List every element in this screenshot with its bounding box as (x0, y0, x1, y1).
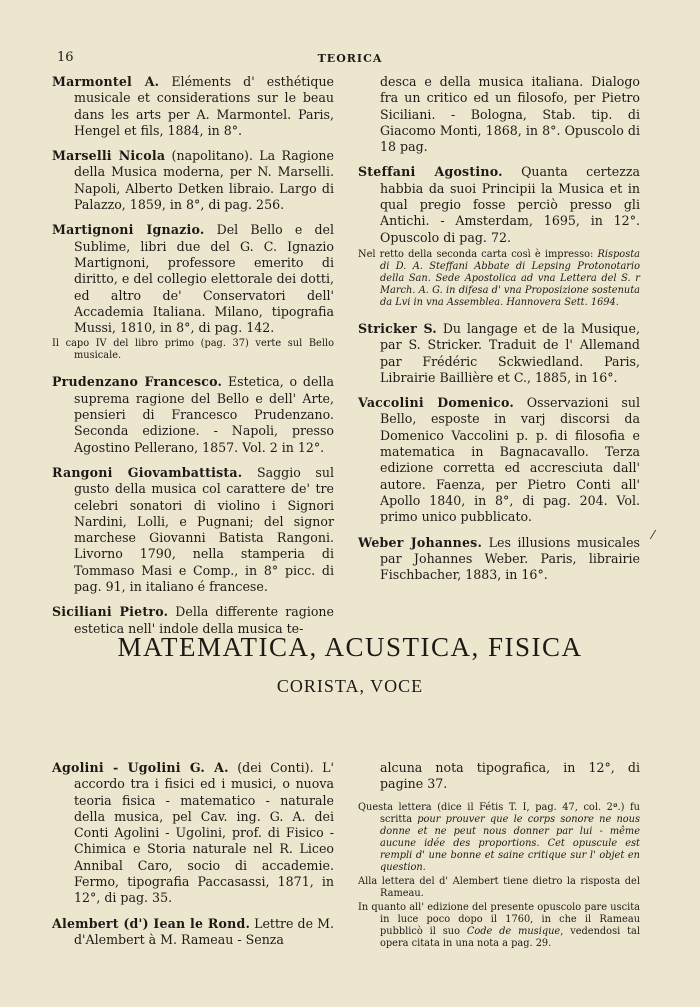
margin-pencil-mark: ⁄ (652, 528, 655, 542)
entry-text: Lettre de M. d'Alembert à M. Rameau - Senza (74, 915, 334, 947)
entry-author: Marselli Nicola (52, 148, 166, 164)
section-title: MATEMATICA, ACUSTICA, FISICA (117, 632, 583, 662)
bib-entry (358, 321, 640, 386)
entry-author: Martignoni Ignazio. (52, 222, 205, 238)
note-italic: pour prouver que le corps sonore ne nous donne et ne peut nous donner par lui - même aucune idée des proportions. Cet opuscule est rempli d' une bonne et saine critique sur l' objet en question. (380, 813, 640, 873)
entry-author: Prudenzano Francesco. (52, 374, 223, 390)
note-text: Questa lettera (dice il Fétis T. I, pag. 47, col. 2ª.) fu scritta (358, 801, 640, 825)
note-italic: Code de musique (466, 925, 561, 937)
entry-continuation: alcuna nota tipografica, in 12°, di pagine 37. (380, 760, 640, 792)
footnote (358, 902, 640, 950)
entry-author: Siciliani Pietro. (52, 604, 169, 620)
note-text: Alla lettera del d' Alembert tiene dietro la risposta del Rameau. (358, 875, 640, 899)
column-right-top (358, 74, 640, 592)
footnote (358, 802, 640, 874)
column-left-bottom (52, 760, 334, 957)
entry-author: Rangoni Giovambattista. (52, 464, 243, 480)
entry-text: Della differente ragione estetica nell' indole della musica te- (74, 604, 334, 636)
entry-text: Del Bello e del Sublime, libri due del G. C. Ignazio Martignoni, professore emerito di diritto, e del collegio elettorale dei dotti, ed altro de' Conservatori dell' Accademia Italiana. Milano, tipografia Mussi, 1810, in 8°, di pag. 142. (74, 222, 334, 336)
entry-text: Eléments d' esthétique musicale et considerations sur le beau dans les arts per A. Marmontel. Paris, Hengel et fils, 1884, in 8°. (74, 74, 335, 138)
running-title: TEORICA (317, 52, 383, 65)
entry-text: Estetica, o della suprema ragione del Bello e dell' Arte, pensieri di Francesco Prudenzano. Seconda edizione. - Napoli, presso Agostino Pellerano, 1857. Vol. 2 in 12°. (74, 374, 334, 455)
entry-author: Alembert (d') Iean le Rond. (52, 915, 251, 931)
entry-continuation: desca e della musica italiana. Dialogo fra un critico ed un filosofo, per Pietro Siciliani. - Bologna, Stab. tip. di Giacomo Monti, 1868, in 8°. Opuscolo di 18 pag. (380, 74, 640, 155)
bib-entry (52, 465, 334, 595)
entry-text: Osservazioni sul Bello, esposte in varj discorsi da Domenico Vaccolini p. p. di filosofia e matematica in Bagnacavallo. Terza edizione corretta ed accresciuta dall' autore. Faenza, per Pietro Conti all' Apollo 1840, in 8°, di pag. 204. Vol. primo unico pubblicato. (380, 395, 640, 525)
footnote: Il capo IV del libro primo (pag. 37) verte sul Bello musicale. (52, 338, 334, 362)
note-text: Nel retto della seconda carta così è impresso: (358, 248, 598, 260)
bib-entry (358, 535, 640, 584)
entry-author: Weber Johannes. (358, 534, 483, 550)
bib-entry (358, 164, 640, 245)
note-text-tail: , vedendosi tal opera citata in una nota a pag. 29. (380, 925, 641, 949)
footnote (358, 249, 640, 309)
note-italic: Risposta di D. A. Steffani Abbate di Lepsing Protonotario della San. Sede Apostolica ad vna Lettera del S. r March. A. G. in difesa d' vna Proposizione sostenuta da Lvi in vna Assemblea. Hannovera Sett. 1694. (380, 248, 640, 308)
entry-author: Stricker S. (358, 320, 437, 336)
entry-author: Marmontel A. (52, 74, 160, 89)
bib-entry (358, 395, 640, 525)
entry-text: (dei Conti). L' accordo tra i fisici ed i musici, o nuova teoria fisica - matematico - naturale della musica, pel Cav. ing. G. A. dei Conti Agolini - Ugolini, prof. di Fisico - Chimica e Storia naturale nel R. Liceo Annibal Caro, socio di accademie. Fermo, tipografia Paccasassi, 1871, in 12°, di pag. 35. (74, 760, 334, 906)
bib-entry (52, 148, 334, 213)
page-number: 16 (57, 50, 74, 65)
entry-author: Vaccolini Domenico. (358, 395, 514, 411)
bib-entry (52, 74, 334, 139)
entry-author: Steffani Agostino. (358, 164, 503, 180)
column-left-top (52, 74, 334, 646)
column-right-bottom (358, 760, 640, 962)
entry-text: (napolitano). La Ragione della Musica moderna, per N. Marselli. Napoli, Alberto Detken libraio. Largo di Palazzo, 1859, in 8°, di pag. 256. (74, 148, 334, 213)
footnote (358, 876, 640, 900)
bib-entry (52, 916, 334, 949)
bib-entry (52, 222, 334, 336)
entry-text: Les illusions musicales par Johannes Weber. Paris, librairie Fischbacher, 1883, in 16°. (380, 534, 640, 583)
note-text: In quanto all' edizione del presente opuscolo pare uscita in luce poco dopo il 1760, in che il Rameau pubblicò il suo (358, 901, 640, 937)
entry-text: Quanta certezza habbia da suoi Principii la Musica et in qual pregio fosse perciò presso gli Antichi. - Amsterdam, 1695, in 12°. Opuscolo di pag. 72. (380, 164, 640, 245)
entry-text: Du langage et de la Musique, par S. Stricker. Traduit de l' Allemand par Frédéric Sckwiedland. Paris, Librairie Baillière et C., 1885, in 16°. (380, 320, 640, 385)
bib-entry (52, 374, 334, 455)
bib-entry (52, 760, 334, 907)
entry-text: Saggio sul gusto della musica col carattere de' tre celebri sonatori di violino i Signori Nardini, Lolli, e Pugnani; del signor marchese Giovanni Batista Rangoni. Livorno 1790, nella stamperia di Tommaso Masi e Comp., in 8° picc. di pag. 91, in italiano é francese. (74, 464, 334, 595)
section-subtitle: CORISTA, VOCE (276, 676, 424, 696)
entry-author: Agolini - Ugolini G. A. (52, 760, 229, 775)
